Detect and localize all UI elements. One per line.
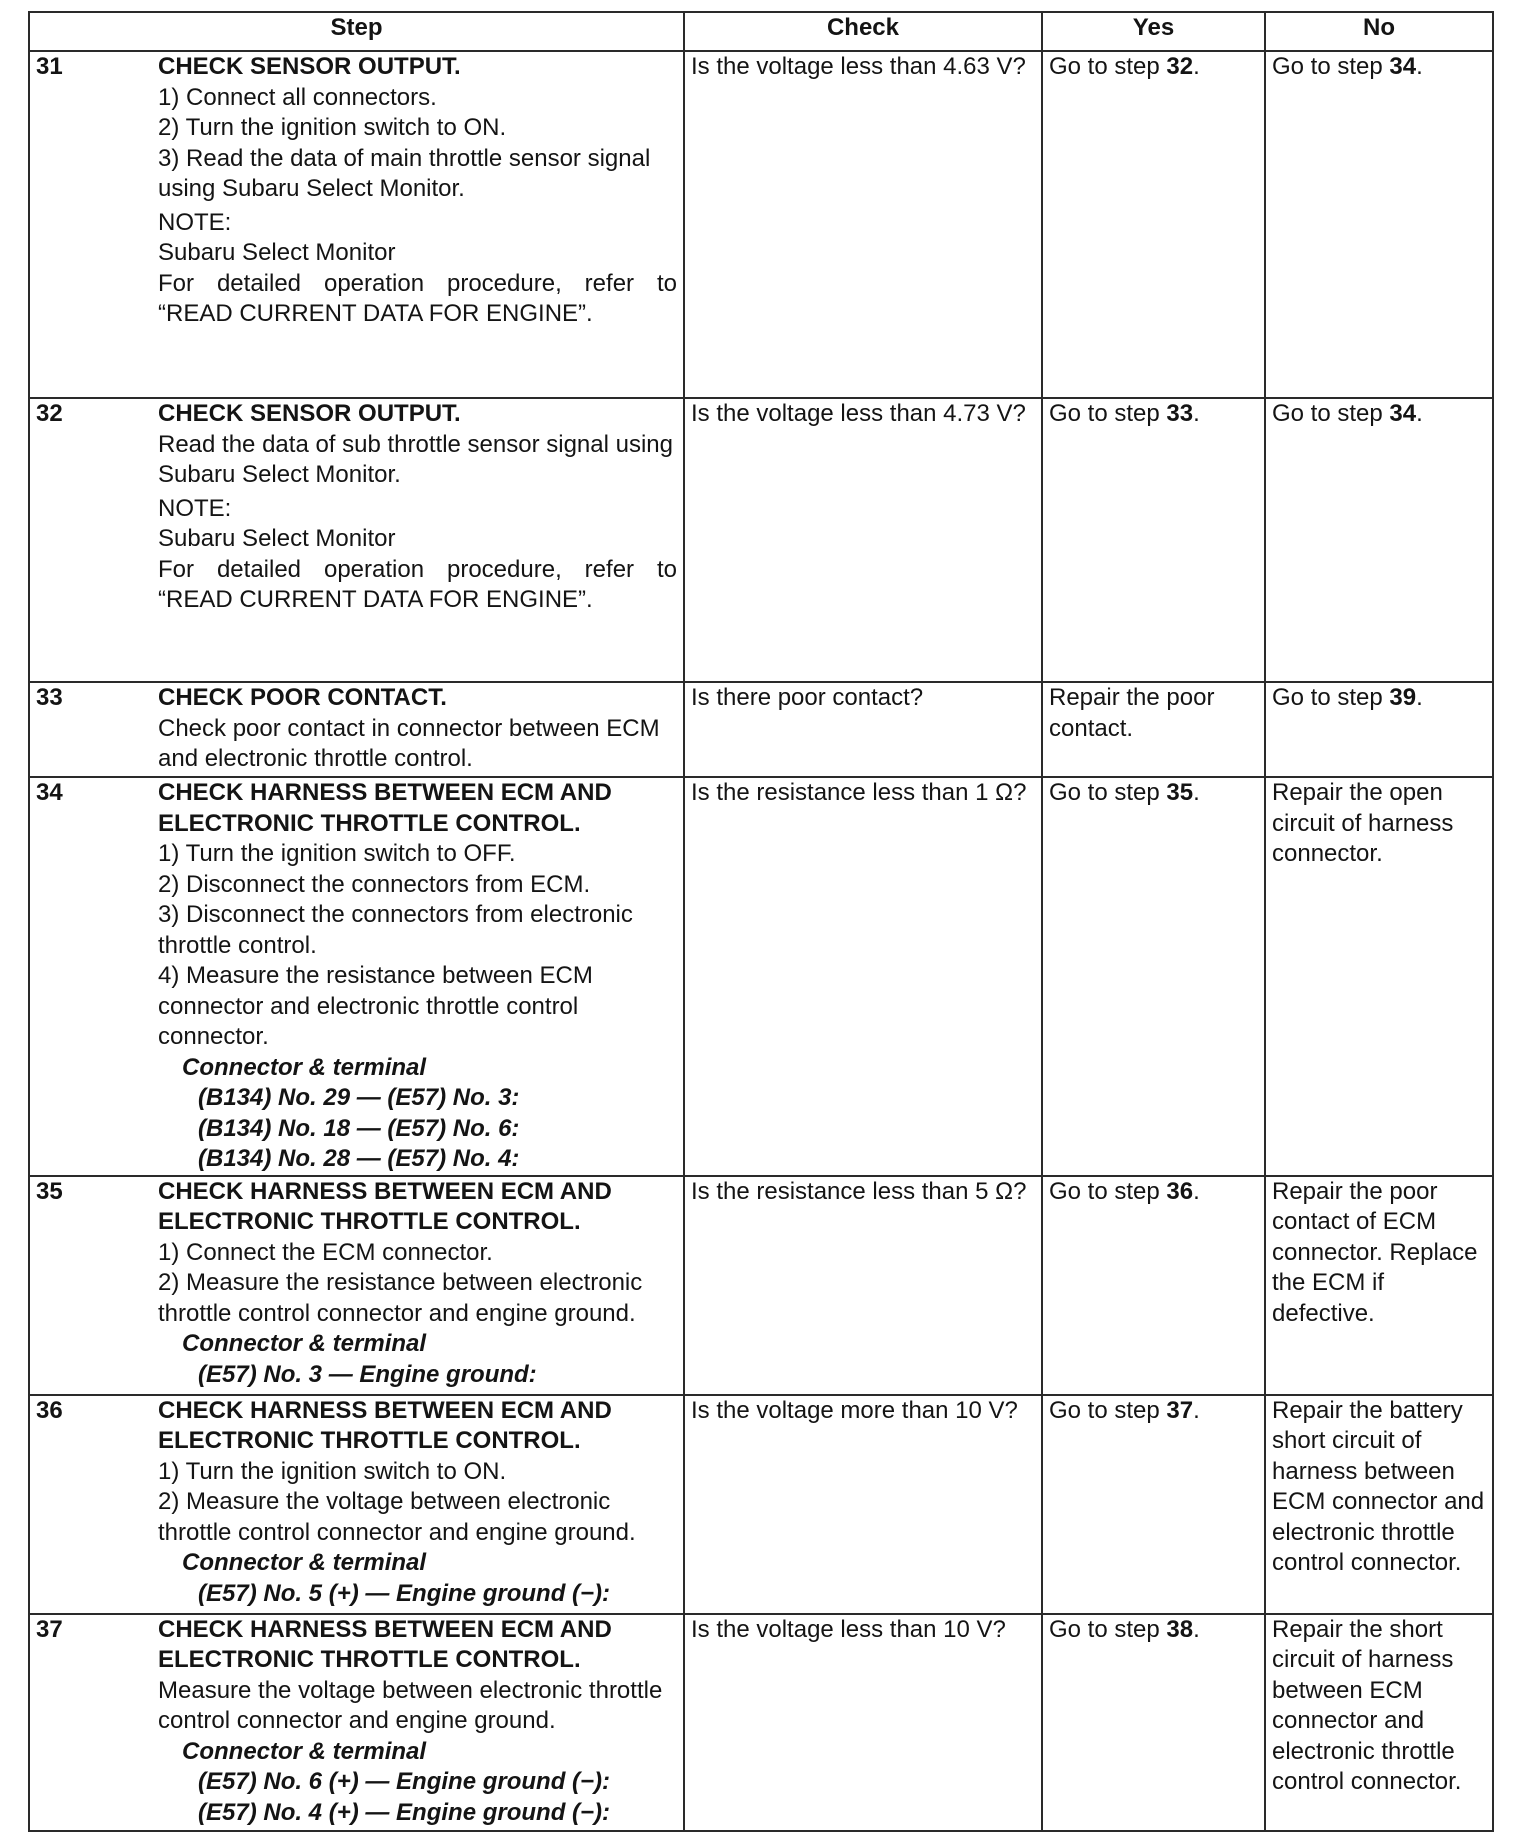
step-line: 4) Measure the resistance between ECM connector and electronic throttle control connector.: [158, 962, 593, 1050]
connector-terminal-label: Connector & terminal: [182, 1053, 427, 1081]
yes-cell: Repair the poor contact.: [1042, 682, 1265, 777]
step-number: 33: [36, 684, 63, 711]
note-line: For detailed operation procedure, refer to: [158, 269, 677, 297]
step-title: CHECK HARNESS BETWEEN ECM AND ELECTRONIC THROTTLE CONTROL.: [158, 1396, 612, 1454]
check-cell: Is the resistance less than 1 Ω?: [684, 777, 1042, 1176]
step-number: 35: [36, 1177, 63, 1205]
note-line: Subaru Select Monitor: [158, 239, 396, 266]
connector-terminal: (E57) No. 6 (+) — Engine ground (−):: [198, 1768, 611, 1795]
connector-terminal: (B134) No. 18 — (E57) No. 6:: [198, 1114, 520, 1142]
table-row-32: [29, 398, 1493, 682]
step-cell: [29, 1614, 684, 1831]
table-row-36: [29, 1395, 1493, 1614]
step-line: 2) Disconnect the connectors from ECM.: [158, 870, 591, 898]
step-line: Read the data of sub throttle sensor signal using Subaru Select Monitor.: [158, 430, 673, 488]
yes-step-number: 32: [1166, 53, 1194, 80]
step-line: Check poor contact in connector between ECM and electronic throttle control.: [158, 714, 660, 772]
yes-step-number: 35: [1166, 779, 1194, 806]
connector-terminal-label: Connector & terminal: [182, 1330, 427, 1357]
no-cell: Repair the open circuit of harness connector.: [1265, 777, 1493, 1176]
no-cell: Go to step 34.: [1265, 398, 1493, 682]
table-row-37: [29, 1614, 1493, 1831]
connector-terminal: (E57) No. 4 (+) — Engine ground (−):: [198, 1798, 611, 1826]
step-title: CHECK HARNESS BETWEEN ECM AND ELECTRONIC THROTTLE CONTROL.: [158, 1177, 612, 1235]
step-number: 31: [36, 53, 63, 80]
yes-step-number: 36: [1166, 1177, 1194, 1205]
connector-terminal-label: Connector & terminal: [182, 1737, 427, 1765]
step-cell: [29, 682, 684, 777]
yes-cell: Go to step 35.: [1042, 777, 1265, 1176]
header-check: Check: [684, 12, 1042, 51]
no-cell: Go to step 34.: [1265, 51, 1493, 398]
no-step-number: 34: [1389, 53, 1417, 80]
note-line: “READ CURRENT DATA FOR ENGINE”.: [158, 300, 593, 327]
step-cell: [29, 51, 684, 398]
step-number: 32: [36, 400, 63, 427]
step-cell: [29, 1395, 684, 1614]
step-cell: [29, 1176, 684, 1395]
header-step: Step: [29, 12, 684, 51]
no-step-number: 34: [1389, 400, 1417, 427]
step-title: CHECK SENSOR OUTPUT.: [158, 400, 461, 427]
table-row-31: [29, 51, 1493, 398]
step-title: CHECK POOR CONTACT.: [158, 684, 447, 711]
yes-cell: Go to step 33.: [1042, 398, 1265, 682]
check-cell: Is the voltage less than 4.73 V?: [684, 398, 1042, 682]
yes-cell: Go to step 36.: [1042, 1176, 1265, 1395]
yes-step-number: 37: [1166, 1396, 1194, 1424]
no-step-number: 39: [1389, 684, 1417, 711]
header-yes: Yes: [1042, 12, 1265, 51]
table-row-35: [29, 1176, 1493, 1395]
step-line: 3) Disconnect the connectors from electronic throttle control.: [158, 901, 633, 959]
connector-terminal: (B134) No. 28 — (E57) No. 4:: [198, 1145, 520, 1172]
check-cell: Is the voltage more than 10 V?: [684, 1395, 1042, 1614]
step-line: 3) Read the data of main throttle sensor signal using Subaru Select Monitor.: [158, 144, 651, 202]
table-row-34: [29, 777, 1493, 1176]
diagnostic-table: [28, 11, 1494, 1832]
note-label: NOTE:: [158, 208, 232, 236]
yes-cell: Go to step 38.: [1042, 1614, 1265, 1831]
check-cell: Is the resistance less than 5 Ω?: [684, 1176, 1042, 1395]
step-title: CHECK HARNESS BETWEEN ECM AND ELECTRONIC THROTTLE CONTROL.: [158, 779, 612, 837]
connector-terminal: (E57) No. 5 (+) — Engine ground (−):: [198, 1579, 611, 1607]
note-label: NOTE:: [158, 494, 232, 522]
yes-cell: Go to step 37.: [1042, 1395, 1265, 1614]
step-number: 37: [36, 1615, 63, 1643]
step-number: 36: [36, 1396, 63, 1424]
yes-step-number: 33: [1166, 400, 1194, 427]
step-line: 2) Measure the resistance between electronic throttle control connector and engine ground.: [158, 1269, 643, 1327]
step-line: 1) Connect the ECM connector.: [158, 1238, 493, 1266]
step-line: 2) Measure the voltage between electronic throttle control connector and engine ground.: [158, 1488, 636, 1546]
step-line: 2) Turn the ignition switch to ON.: [158, 114, 507, 141]
connector-terminal: (E57) No. 3 — Engine ground:: [198, 1360, 537, 1388]
yes-cell: Go to step 32.: [1042, 51, 1265, 398]
step-title: CHECK HARNESS BETWEEN ECM AND ELECTRONIC THROTTLE CONTROL.: [158, 1615, 612, 1673]
no-cell: Repair the poor contact of ECM connector. Replace the ECM if defective.: [1265, 1176, 1493, 1395]
note-line: For detailed operation procedure, refer to: [158, 555, 677, 583]
check-cell: Is the voltage less than 10 V?: [684, 1614, 1042, 1831]
step-line: 1) Turn the ignition switch to ON.: [158, 1457, 507, 1485]
step-line: Measure the voltage between electronic throttle control connector and engine ground.: [158, 1676, 663, 1734]
no-cell: Repair the short circuit of harness between ECM connector and electronic throttle control connector.: [1265, 1614, 1493, 1831]
step-cell: [29, 777, 684, 1176]
step-line: 1) Connect all connectors.: [158, 83, 437, 111]
yes-step-number: 38: [1166, 1615, 1194, 1643]
check-cell: Is the voltage less than 4.63 V?: [684, 51, 1042, 398]
connector-terminal-label: Connector & terminal: [182, 1549, 427, 1576]
step-title: CHECK SENSOR OUTPUT.: [158, 53, 461, 80]
check-cell: Is there poor contact?: [684, 682, 1042, 777]
header-no: No: [1265, 12, 1493, 51]
note-line: Subaru Select Monitor: [158, 525, 396, 552]
no-cell: Go to step 39.: [1265, 682, 1493, 777]
step-number: 34: [36, 779, 63, 806]
header-row: [29, 12, 1493, 51]
no-cell: Repair the battery short circuit of harness between ECM connector and electronic throttle control connector.: [1265, 1395, 1493, 1614]
note-line: “READ CURRENT DATA FOR ENGINE”.: [158, 586, 593, 613]
step-cell: [29, 398, 684, 682]
connector-terminal: (B134) No. 29 — (E57) No. 3:: [198, 1084, 520, 1111]
table-row-33: [29, 682, 1493, 777]
step-line: 1) Turn the ignition switch to OFF.: [158, 840, 516, 867]
